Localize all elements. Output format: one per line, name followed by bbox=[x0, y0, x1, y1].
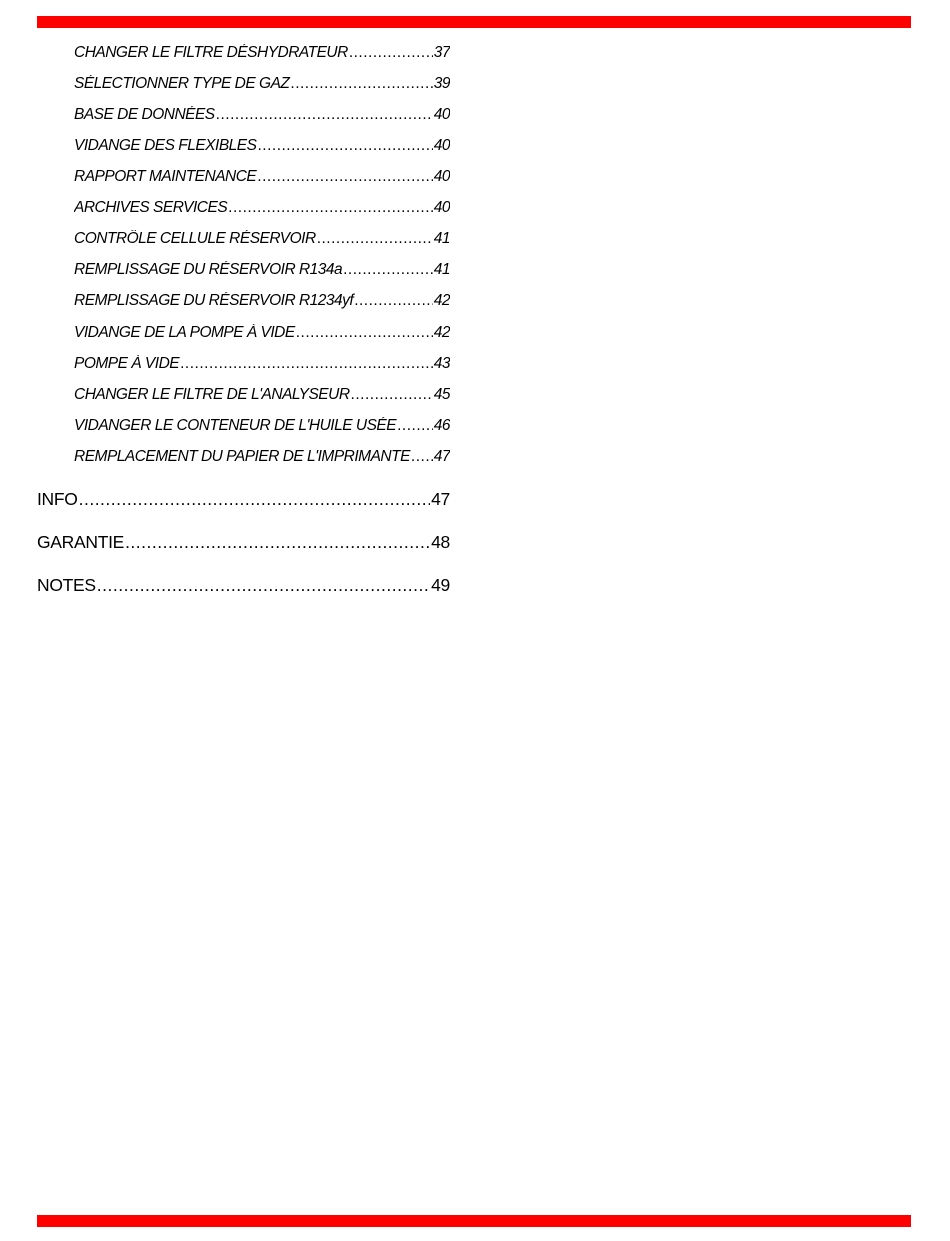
toc-section-title: NOTES bbox=[37, 575, 96, 595]
toc-entry-page: 40 bbox=[433, 199, 450, 216]
toc-entry-rapport-maintenance[interactable] bbox=[74, 168, 450, 190]
dot-leader bbox=[257, 168, 432, 186]
toc-entry-remplissage-r1234yf[interactable] bbox=[74, 292, 450, 314]
bottom-red-bar bbox=[37, 1215, 911, 1227]
toc-entry-changer-filtre-deshydrateur[interactable] bbox=[74, 44, 450, 66]
toc-entry-page: 47 bbox=[433, 448, 450, 465]
dot-leader bbox=[79, 489, 431, 510]
toc-entry-vidanger-conteneur-huile[interactable] bbox=[74, 417, 450, 439]
dot-leader bbox=[343, 261, 433, 279]
dot-leader bbox=[397, 417, 433, 435]
toc-entry-controle-cellule-reservoir[interactable] bbox=[74, 230, 450, 252]
toc-entry-selectionner-type-gaz[interactable] bbox=[74, 75, 450, 97]
toc-entry-remplacement-papier-imprimante[interactable] bbox=[74, 448, 450, 470]
toc-entry-title: VIDANGE DE LA POMPE À VIDE bbox=[74, 324, 295, 341]
dot-leader bbox=[351, 386, 433, 404]
toc-section-page: 47 bbox=[431, 489, 450, 509]
toc-section-page: 49 bbox=[431, 575, 450, 595]
dot-leader bbox=[125, 532, 430, 553]
toc-entry-page: 42 bbox=[433, 292, 450, 309]
toc-entry-remplissage-r134a[interactable] bbox=[74, 261, 450, 283]
toc-entry-title: VIDANGER LE CONTENEUR DE L'HUILE USÉE bbox=[74, 417, 397, 434]
toc-entry-page: 41 bbox=[433, 230, 450, 247]
dot-leader bbox=[296, 324, 433, 342]
toc-entry-vidange-flexibles[interactable] bbox=[74, 137, 450, 159]
toc-entry-page: 46 bbox=[433, 417, 450, 434]
toc-entry-title: RAPPORT MAINTENANCE bbox=[74, 168, 257, 185]
toc-entry-changer-filtre-analyseur[interactable] bbox=[74, 386, 450, 408]
dot-leader bbox=[290, 75, 432, 93]
toc-section-notes[interactable] bbox=[37, 575, 450, 599]
toc-section-title: INFO bbox=[37, 489, 78, 509]
toc-entry-title: CHANGER LE FILTRE DÉSHYDRATEUR bbox=[74, 44, 348, 61]
toc-entry-page: 41 bbox=[433, 261, 450, 278]
toc-section-info[interactable] bbox=[37, 489, 450, 513]
dot-leader bbox=[317, 230, 433, 248]
dot-leader bbox=[180, 355, 433, 373]
toc-entry-title: REMPLISSAGE DU RÉSERVOIR R134a bbox=[74, 261, 343, 278]
toc-entry-title: BASE DE DONNÉES bbox=[74, 106, 215, 123]
toc-entry-page: 37 bbox=[433, 44, 450, 61]
toc-entry-title: VIDANGE DES FLEXIBLES bbox=[74, 137, 257, 154]
toc-entry-pompe-vide[interactable] bbox=[74, 355, 450, 377]
toc-entry-page: 45 bbox=[433, 386, 450, 403]
dot-leader bbox=[216, 106, 433, 124]
toc-section-page: 48 bbox=[431, 532, 450, 552]
dot-leader bbox=[411, 448, 433, 466]
toc-entry-page: 43 bbox=[433, 355, 450, 372]
dot-leader bbox=[97, 575, 430, 596]
toc-entry-page: 40 bbox=[433, 106, 450, 123]
toc-entry-title: POMPE À VIDE bbox=[74, 355, 180, 372]
toc-entry-page: 39 bbox=[433, 75, 450, 92]
toc-entry-vidange-pompe-vide[interactable] bbox=[74, 324, 450, 346]
toc-entry-page: 42 bbox=[433, 324, 450, 341]
toc-section-title: GARANTIE bbox=[37, 532, 125, 552]
toc-entry-title: REMPLACEMENT DU PAPIER DE L'IMPRIMANTE bbox=[74, 448, 410, 465]
toc-section-garantie[interactable] bbox=[37, 532, 450, 556]
toc-entry-title: REMPLISSAGE DU RÉSERVOIR R1234yf bbox=[74, 292, 354, 309]
dot-leader bbox=[354, 292, 433, 310]
toc-entry-archives-services[interactable] bbox=[74, 199, 450, 221]
toc-entry-title: CHANGER LE FILTRE DE L'ANALYSEUR bbox=[74, 386, 350, 403]
toc-entry-page: 40 bbox=[433, 137, 450, 154]
toc-entry-title: CONTRÔLE CELLULE RÉSERVOIR bbox=[74, 230, 316, 247]
toc-entry-page: 40 bbox=[433, 168, 450, 185]
toc-entry-base-de-donnees[interactable] bbox=[74, 106, 450, 128]
toc-entry-title: ARCHIVES SERVICES bbox=[74, 199, 228, 216]
toc-entry-title: SÉLECTIONNER TYPE DE GAZ bbox=[74, 75, 290, 92]
dot-leader bbox=[228, 199, 433, 217]
dot-leader bbox=[257, 137, 432, 155]
dot-leader bbox=[349, 44, 433, 62]
